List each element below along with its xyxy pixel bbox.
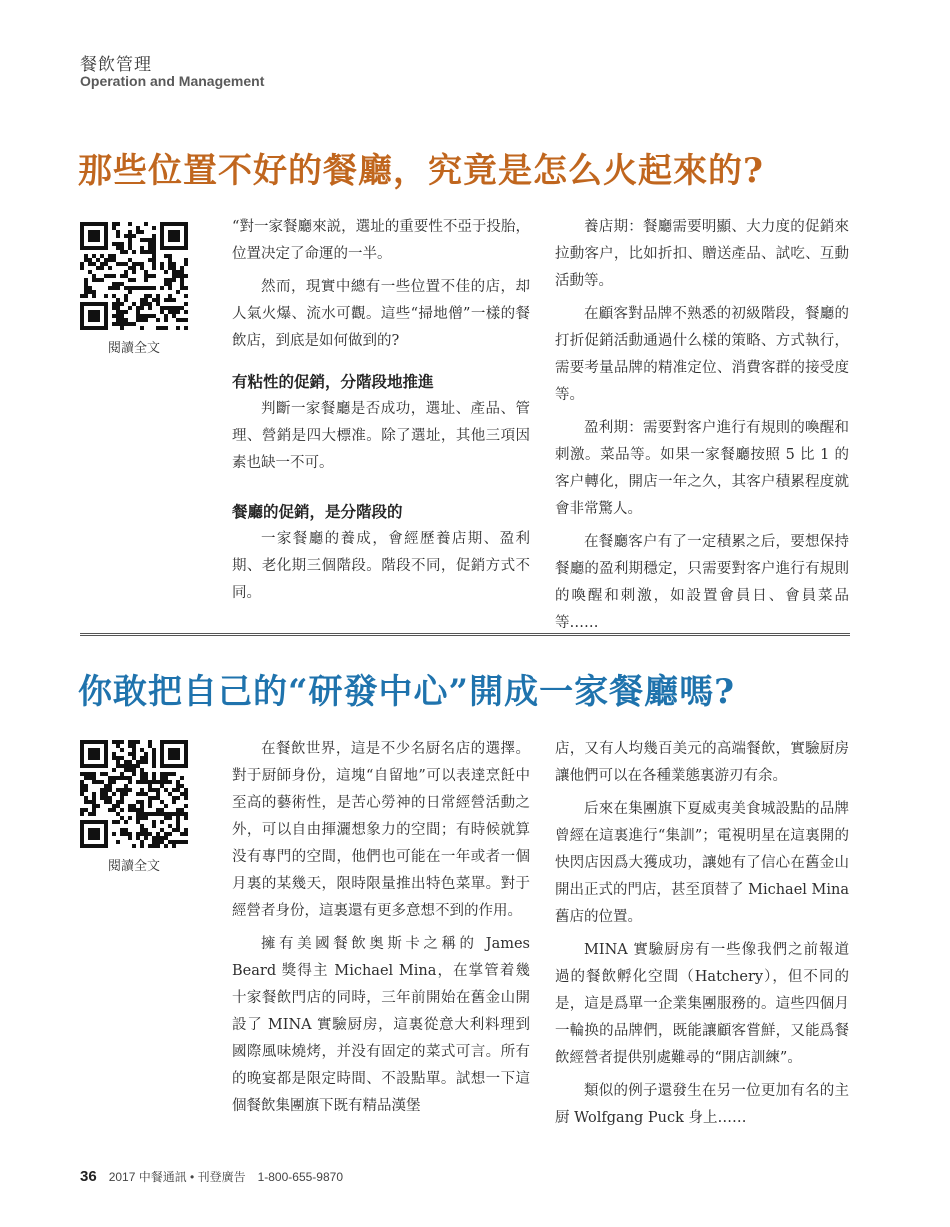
article1-paragraph: “對一家餐廳來説，選址的重要性不亞于投胎，位置决定了命運的一半。 bbox=[232, 219, 530, 262]
article1-subheading: 餐廳的促銷，是分階段的 bbox=[232, 503, 403, 521]
article1-paragraph: 一家餐廳的養成，會經歷養店期、盈利期、老化期三個階段。階段不同，促銷方式不同。 bbox=[232, 531, 530, 601]
footer-text: 2017 中餐通訊 • 刊登廣告 1-800-655-9870 bbox=[108, 1170, 343, 1184]
section-divider bbox=[80, 633, 850, 636]
article2-column-2 bbox=[555, 736, 849, 1138]
article2-paragraph: 店，又有人均幾百美元的高端餐飲，實驗厨房讓他們可以在各種業態裏游刃有余。 bbox=[555, 741, 849, 784]
section-title-en: Operation and Management bbox=[80, 73, 265, 89]
article1-paragraph: 盈利期：需要對客户進行有規則的喚醒和刺激。菜品等。如果一家餐廳按照 5 比 1 的客户轉化，開店一年之久，其客户積累程度就會非常驚人。 bbox=[555, 420, 849, 517]
article1-column-1 bbox=[232, 214, 530, 613]
article1-paragraph: 在餐廳客户有了一定積累之后，要想保持餐廳的盈利期穩定，只需要對客户進行有規則的喚醒和刺激，如設置會員日、會員菜品等…… bbox=[555, 534, 849, 631]
article1-headline: 那些位置不好的餐廳，究竟是怎么火起來的? bbox=[78, 151, 764, 191]
qr-caption-2[interactable]: 閱讀全文 bbox=[107, 859, 160, 874]
qr-caption-1[interactable]: 閱讀全文 bbox=[107, 341, 160, 356]
article2-paragraph: 在餐飲世界，這是不少名厨名店的選擇。對于厨師身份，這塊“自留地”可以表達烹飪中至高的藝術性，是苦心勞神的日常經營活動之外，可以自由揮灑想象力的空間；有時候就算没有專門的空間，他們也可能在一年或者一個月裏的某幾天，限時限量推出特色菜單。對于經營者身份，這裏還有更多意想不到的作用。 bbox=[232, 741, 530, 919]
article2-headline: 你敢把自己的“研發中心”開成一家餐廳嗎? bbox=[78, 672, 736, 712]
article1-paragraph: 判斷一家餐廳是否成功，選址、產品、管理、營銷是四大標准。除了選址，其他三項因素也缺一不可。 bbox=[232, 401, 530, 471]
article2-paragraph: 后來在集團旗下夏威夷美食城設點的品牌曾經在這裏進行“集訓”；電視明星在這裏開的快閃店因爲大獲成功，讓她有了信心在舊金山開出正式的門店，甚至頂替了 Michael Mina 舊店的位置。 bbox=[555, 801, 849, 925]
page-footer bbox=[80, 1168, 343, 1185]
article1-column-2 bbox=[555, 214, 849, 643]
article2-paragraph: 類似的例子還發生在另一位更加有名的主厨 Wolfgang Puck 身上…… bbox=[555, 1083, 849, 1126]
article1-paragraph: 然而，現實中總有一些位置不佳的店，却人氣火爆、流水可觀。這些“掃地僧”一樣的餐飲店，到底是如何做到的? bbox=[232, 279, 530, 349]
article2-paragraph: MINA 實驗厨房有一些像我們之前報道過的餐飲孵化空間（Hatchery），但不同的是，這是爲單一企業集團服務的。這些四個月一輪换的品牌們，既能讓顧客嘗鮮，又能爲餐飲經營者提供别處難尋的“開店訓練”。 bbox=[555, 942, 849, 1066]
qr-code-1[interactable] bbox=[80, 222, 188, 330]
article2-paragraph: 擁有美國餐飲奥斯卡之稱的 James Beard 獎得主 Michael Mina，在掌管着幾十家餐飲門店的同時，三年前開始在舊金山開設了 MINA 實驗厨房，這裏從意大利料理到國際風味燒烤，并没有固定的菜式可言。所有的晚宴都是限定時間、不設點單。試想一下這個餐飲集團旗下既有精品漢堡 bbox=[232, 936, 530, 1114]
section-title-cn: 餐飲管理 bbox=[80, 55, 152, 75]
article1-paragraph: 在顧客對品牌不熟悉的初級階段，餐廳的打折促銷活動通過什么樣的策略、方式執行，需要考量品牌的精准定位、消費客群的接受度等。 bbox=[555, 306, 849, 403]
article1-subheading: 有粘性的促銷，分階段地推進 bbox=[232, 373, 434, 391]
page-number: 36 bbox=[80, 1168, 97, 1185]
article1-paragraph: 養店期：餐廳需要明顯、大力度的促銷來拉動客户，比如折扣、贈送產品、試吃、互動活動等。 bbox=[555, 219, 849, 289]
qr-code-2[interactable] bbox=[80, 740, 188, 848]
article2-column-1 bbox=[232, 736, 530, 1126]
